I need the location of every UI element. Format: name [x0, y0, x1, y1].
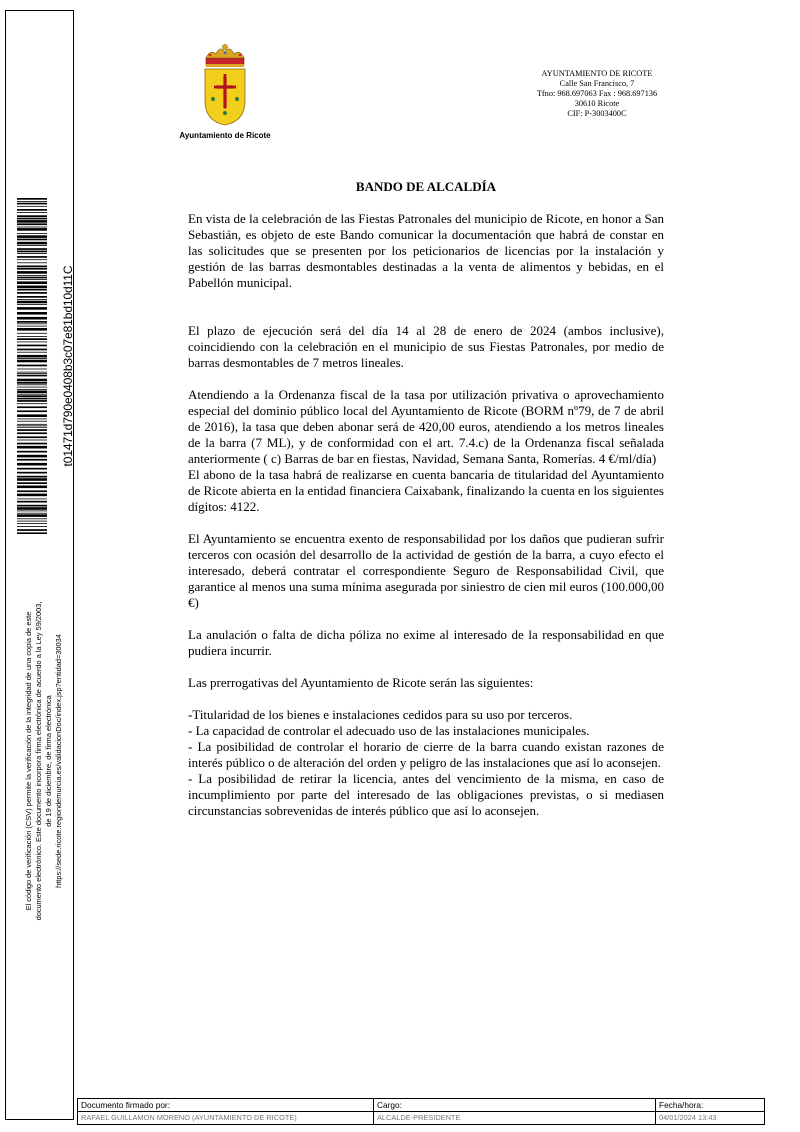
barcode-bar [17, 304, 47, 305]
address-line: Tfno: 968.697063 Fax : 968.697136 [536, 89, 658, 98]
barcode-bar [17, 326, 47, 327]
barcode-bar [17, 494, 47, 497]
barcode-bar [17, 323, 47, 324]
barcode-bar [17, 360, 47, 363]
barcode-bar [17, 400, 47, 402]
barcode-bar [17, 358, 47, 359]
csv-legal-text: El código de verificación (CSV) permite la verificación de la integridad de una copia de este documento electrónico. Este documento incorpora firma electrónica de acuerdo a la Ley 59/2003, de 19 de diciembre, de firma electrónica [24, 601, 53, 921]
barcode-bar [17, 218, 47, 220]
barcode-bar [17, 526, 47, 527]
barcode-bar [17, 279, 47, 280]
barcode-bar [17, 201, 47, 202]
barcode-bar [17, 391, 47, 394]
barcode-bar [17, 486, 47, 489]
barcode-bar [17, 511, 47, 512]
barcode-bar [17, 513, 47, 514]
barcode-bar [17, 507, 47, 510]
organization-address [522, 69, 672, 119]
barcode-bar [17, 266, 47, 268]
barcode-bar [17, 443, 47, 445]
barcode-bar [17, 223, 47, 225]
barcode-bar [17, 478, 47, 481]
barcode-bar [17, 233, 47, 234]
barcode-bar [17, 425, 47, 426]
address-line: Calle San Francisco, 7 [559, 79, 635, 88]
csv-code: t01471d790e0408b3c07e81bd10d11C [61, 265, 75, 467]
list-item: - La posibilidad de controlar el horario de cierre de la barra cuando existan razones de interés público o de alteración del orden y peligro de las instalaciones que así lo aconsejen. [188, 739, 664, 770]
barcode-bar [17, 482, 47, 484]
barcode-bar [17, 203, 47, 205]
barcode-bar [17, 501, 47, 503]
signed-by-value: RAFAEL GUILLAMON MORENO (AYUNTAMIENTO DE RICOTE) [78, 1111, 373, 1123]
barcode-bar [17, 421, 47, 422]
barcode-bar [17, 384, 47, 385]
barcode-bar [17, 369, 47, 370]
barcode-bar [17, 206, 47, 207]
barcode-bar [17, 499, 47, 500]
barcode-bar [17, 262, 47, 263]
csv-validation-url: https://sede.ricote.regiondemurcia.es/validacionDoc/index.jsp?entidad=30034 [54, 634, 63, 888]
barcode-bar [17, 446, 47, 449]
barcode-bar [17, 521, 47, 522]
barcode-bar [17, 242, 47, 245]
barcode-bar [17, 328, 47, 331]
barcode-bar [17, 427, 47, 428]
barcode-bar [17, 387, 47, 388]
barcode-bar [17, 212, 47, 213]
barcode-bar [17, 251, 47, 253]
barcode-bar [17, 256, 47, 258]
document-title: BANDO DE ALCALDÍA [355, 179, 497, 194]
barcode-bar [17, 286, 47, 289]
barcode-bar [17, 345, 47, 347]
signature-table [77, 1098, 765, 1125]
barcode-bar [17, 394, 47, 395]
paragraph: El Ayuntamiento se encuentra exento de responsabilidad por los daños que pudieran sufrir terceros con ocasión del desarrollo de la actividad de gestión de la barra, a cuyo efecto el interesado, deberá contratar el correspondiente Seguro de Responsabilidad Civil, que garantice al menos una suma mínima asegurada por siniestro de cien mil euros (100.000,00 €) [188, 531, 664, 610]
barcode-bar [17, 336, 47, 337]
barcode-bar [17, 289, 47, 291]
position-value: ALCALDE-PRESIDENTE [374, 1111, 655, 1123]
barcode-bar [17, 248, 47, 250]
address-line: CIF: P-3003400C [567, 109, 627, 118]
barcode-bar [17, 455, 47, 458]
barcode-bar [17, 299, 47, 300]
barcode-bar [17, 307, 47, 310]
position-label: Cargo: [377, 1100, 402, 1110]
address-line: 30610 Ricote [574, 99, 620, 108]
barcode-bar [17, 209, 47, 211]
position-cell [374, 1099, 656, 1125]
barcode-bar [17, 419, 47, 420]
verification-strip [5, 10, 74, 1120]
datetime-cell [656, 1099, 765, 1125]
barcode-bar [17, 529, 47, 531]
barcode-bar [17, 518, 47, 519]
barcode-bar [17, 281, 47, 284]
signed-by-label: Documento firmado por: [81, 1100, 171, 1110]
barcode-bar [17, 382, 47, 384]
signed-by-cell [78, 1099, 374, 1125]
barcode-bar [17, 275, 47, 276]
barcode-bar [17, 259, 47, 260]
list-item: - La capacidad de controlar el adecuado uso de las instalaciones municipales. [188, 723, 590, 738]
barcode-bar [17, 352, 47, 353]
barcode-bar [17, 220, 47, 223]
barcode-bar [17, 349, 47, 351]
barcode-bar [17, 372, 47, 373]
paragraph: Las prerrogativas del Ayuntamiento de Ricote serán las siguientes: [188, 675, 534, 690]
barcode-bar [17, 476, 47, 478]
barcode-bar [17, 514, 47, 517]
barcode-bar [17, 365, 47, 367]
barcode-bar [17, 468, 47, 470]
logo-caption: Ayuntamiento de Ricote [179, 131, 271, 140]
barcode-bar [17, 321, 47, 323]
barcode-bar [17, 490, 47, 492]
barcode-bar [17, 235, 47, 238]
barcode [17, 198, 47, 534]
barcode-bar [17, 333, 47, 334]
barcode-bar [17, 395, 47, 397]
barcode-bar [17, 338, 47, 340]
barcode-bar [17, 389, 47, 390]
barcode-bar [17, 406, 47, 408]
barcode-bar [17, 373, 47, 374]
list-item: -Titularidad de los bienes e instalaciones cedidos para su uso por terceros. [188, 707, 573, 722]
barcode-bar [17, 414, 47, 417]
barcode-bar [17, 532, 47, 534]
barcode-bar [17, 424, 47, 425]
barcode-bar [17, 432, 47, 434]
barcode-bar [17, 312, 47, 315]
barcode-bar [17, 523, 47, 524]
barcode-bar [17, 379, 47, 382]
barcode-bar [17, 198, 47, 200]
paragraph: Atendiendo a la Ordenanza fiscal de la tasa por utilización privativa o aprovechamiento especial del dominio público local del Ayuntamiento de Ricote (BORM nº79, de 7 de abril de 2016), la tasa que deben abonar será de 420,00 euros, atendiendo a los metros lineales de la barra (7 ML), y de conformidad con el art. 7.4.c) de la Ordenanza fiscal señalada anteriormente ( c) Barras de bar en fiestas, Navidad, Semana Santa, Romerías. 4 €/ml/día) [188, 387, 664, 466]
barcode-bar [17, 410, 47, 412]
paragraph: El plazo de ejecución será del día 14 al 28 de enero de 2024 (ambos inclusive), coincidiendo con la celebración en el municipio de sus Fiestas Patronales, por medio de barras desmontables de 7 metros lineales. [188, 323, 664, 370]
barcode-bar [17, 472, 47, 474]
barcode-bar [17, 403, 47, 404]
paragraph: La anulación o falta de dicha póliza no exime al interesado de la responsabilidad en que pudiera incurrir. [188, 627, 664, 658]
barcode-bar [17, 215, 47, 217]
barcode-bar [17, 451, 47, 453]
list-item: - La posibilidad de retirar la licencia, antes del vencimiento de la misma, en caso de incumplimiento por parte del interesado de las obligaciones previstas, o si mediasen circunstancias sobrevenidas de interés público que así lo aconsejen. [188, 771, 664, 818]
barcode-bar [17, 239, 47, 241]
municipal-coat-of-arms-logo [196, 43, 254, 127]
paragraph: En vista de la celebración de las Fiestas Patronales del municipio de Ricote, en honor a San Sebastián, es objeto de este Bando comunicar la documentación que habrá de constar en las solicitudes que se presenten por los peticionarios de licencias por la instalación y gestión de las barras desmontables destinadas a la venta de alimentos y bebidas, en el Pabellón municipal. [188, 211, 664, 290]
datetime-label: Fecha/hora: [659, 1100, 704, 1110]
barcode-bar [17, 459, 47, 461]
barcode-bar [17, 463, 47, 466]
paragraph: El abono de la tasa habrá de realizarse en cuenta bancaria de titularidad del Ayuntamiento de Ricote abierta en la entidad financiera Caixabank, finalizando la cuenta en los siguientes dígitos: 4122. [188, 467, 664, 514]
barcode-bar [17, 436, 47, 438]
barcode-bar [17, 277, 47, 279]
csv-legal-notice [24, 601, 64, 921]
barcode-bar [17, 292, 47, 294]
barcode-bar [17, 505, 47, 507]
barcode-bar [17, 440, 47, 441]
barcode-bar [17, 355, 47, 358]
barcode-bar [17, 398, 47, 400]
barcode-bar [17, 429, 47, 431]
datetime-value: 04/01/2024 13:43 [656, 1111, 764, 1123]
barcode-bar [17, 342, 47, 343]
barcode-bar [17, 296, 47, 298]
document-body [188, 211, 664, 819]
barcode-bar [17, 271, 47, 274]
barcode-bar [17, 375, 47, 377]
barcode-bar [17, 301, 47, 304]
barcode-bar [17, 253, 47, 254]
barcode-bar [17, 245, 47, 246]
barcode-bar [17, 317, 47, 320]
barcode-bar [17, 228, 47, 231]
barcode-bar [17, 227, 47, 228]
barcode-bar [17, 268, 47, 270]
address-line: AYUNTAMIENTO DE RICOTE [541, 69, 653, 78]
